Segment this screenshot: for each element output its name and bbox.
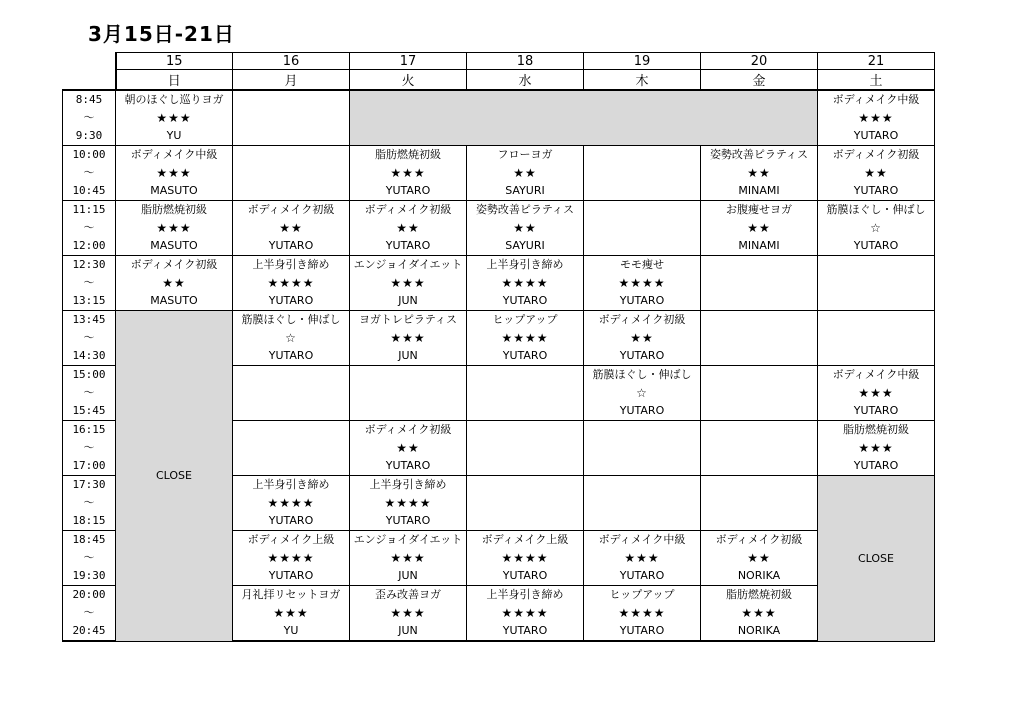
class-name: 脂肪燃焼初級 (843, 423, 909, 436)
day-weekday: 土 (818, 70, 935, 91)
difficulty-stars: ★★ (864, 166, 888, 180)
class-name: 月礼拝リセットヨガ (241, 588, 341, 601)
instructor-name: YUTARO (502, 569, 548, 582)
difficulty-stars: ★★★ (390, 606, 426, 620)
time-slot-cell (63, 146, 116, 201)
class-cell (467, 201, 584, 256)
time-sep: ～ (83, 166, 95, 179)
difficulty-stars: ★★★★ (267, 551, 315, 565)
empty-slot (701, 311, 818, 366)
instructor-name: JUN (398, 624, 418, 637)
difficulty-stars: ★★★★ (501, 331, 549, 345)
time-slot-row (63, 90, 935, 146)
time-slot-cell (63, 586, 116, 642)
difficulty-stars: ★★ (513, 166, 537, 180)
time-sep: ～ (83, 276, 95, 289)
difficulty-stars: ★★★ (390, 166, 426, 180)
class-name: ボディメイク初級 (715, 533, 803, 546)
class-name: 脂肪燃焼初級 (726, 588, 792, 601)
instructor-name: NORIKA (737, 569, 781, 582)
class-name: 筋膜ほぐし・伸ばし (826, 203, 926, 216)
time-sep: ～ (83, 551, 95, 564)
difficulty-stars: ★★★ (390, 331, 426, 345)
class-cell (350, 531, 467, 586)
time-end: 17:00 (72, 459, 106, 472)
time-end: 12:00 (72, 239, 106, 252)
difficulty-stars: ★★★ (858, 111, 894, 125)
instructor-name: YUTARO (385, 459, 431, 472)
class-name: モモ痩せ (620, 258, 664, 271)
time-sep: ～ (83, 221, 95, 234)
difficulty-stars: ★★★★ (267, 276, 315, 290)
class-name: 上半身引き締め (369, 478, 447, 491)
header-date-row (63, 53, 935, 70)
class-cell (584, 586, 701, 642)
empty-slot (701, 256, 818, 311)
class-cell (233, 586, 350, 642)
day-date: 18 (467, 53, 584, 70)
difficulty-stars: ★★ (630, 331, 654, 345)
class-cell (818, 201, 935, 256)
class-cell (818, 90, 935, 146)
instructor-name: MASUTO (150, 294, 198, 307)
day-weekday: 月 (233, 70, 350, 91)
class-name: ボディメイク初級 (598, 313, 686, 326)
difficulty-stars: ★★★ (156, 111, 192, 125)
instructor-name: YUTARO (385, 514, 431, 527)
instructor-name: NORIKA (737, 624, 781, 637)
time-slot-cell (63, 531, 116, 586)
class-cell (233, 256, 350, 311)
difficulty-stars: ★★ (747, 166, 771, 180)
class-cell (233, 476, 350, 531)
instructor-name: YUTARO (619, 569, 665, 582)
class-name: 上半身引き締め (486, 588, 564, 601)
time-end: 13:15 (72, 294, 106, 307)
closed-cell: CLOSE (818, 476, 935, 642)
time-slot-row (63, 201, 935, 256)
empty-slot (233, 366, 350, 421)
difficulty-stars: ★★ (279, 221, 303, 235)
difficulty-stars: ★★ (747, 551, 771, 565)
instructor-name: YUTARO (502, 294, 548, 307)
page-title: 3月15日-21日 (88, 22, 235, 46)
empty-slot (818, 256, 935, 311)
class-name: ヒップアップ (492, 313, 558, 326)
difficulty-stars: ★★★★ (501, 276, 549, 290)
class-cell (233, 531, 350, 586)
time-sep: ～ (83, 386, 95, 399)
time-slot-cell (63, 311, 116, 366)
header-spacer (63, 70, 116, 91)
time-sep: ～ (83, 606, 95, 619)
class-name: 姿勢改善ピラティス (475, 203, 575, 216)
class-cell (467, 586, 584, 642)
time-end: 10:45 (72, 184, 106, 197)
class-name: 脂肪燃焼初級 (141, 203, 207, 216)
instructor-name: JUN (398, 294, 418, 307)
class-cell (584, 531, 701, 586)
class-cell (584, 256, 701, 311)
instructor-name: YUTARO (268, 349, 314, 362)
closed-cell: CLOSE (116, 311, 233, 642)
class-name: エンジョイダイエット (353, 258, 463, 271)
time-start: 12:30 (72, 258, 106, 271)
empty-slot (467, 476, 584, 531)
class-cell (467, 531, 584, 586)
class-name: フローヨガ (497, 148, 553, 161)
instructor-name: SAYURI (505, 239, 545, 252)
difficulty-stars: ★★★ (624, 551, 660, 565)
empty-slot (233, 146, 350, 201)
class-cell (701, 201, 818, 256)
empty-slot (467, 421, 584, 476)
day-date: 21 (818, 53, 935, 70)
class-cell (467, 146, 584, 201)
instructor-name: JUN (398, 349, 418, 362)
time-sep: ～ (83, 111, 95, 124)
time-end: 14:30 (72, 349, 106, 362)
class-name: ヨガトレピラティス (358, 313, 458, 326)
difficulty-stars: ★★★★ (384, 496, 432, 510)
class-name: ボディメイク中級 (832, 368, 920, 381)
difficulty-stars: ★★ (747, 221, 771, 235)
class-cell (233, 201, 350, 256)
class-cell (350, 311, 467, 366)
time-slot-row (63, 256, 935, 311)
class-cell (116, 90, 233, 146)
day-weekday: 水 (467, 70, 584, 91)
class-cell (350, 476, 467, 531)
instructor-name: YUTARO (502, 349, 548, 362)
time-slot-cell (63, 90, 116, 146)
time-sep: ～ (83, 331, 95, 344)
class-name: ボディメイク初級 (130, 258, 218, 271)
time-start: 8:45 (75, 93, 103, 106)
class-cell (467, 256, 584, 311)
class-cell (584, 311, 701, 366)
instructor-name: YUTARO (853, 404, 899, 417)
difficulty-stars: ★★★ (390, 551, 426, 565)
instructor-name: YUTARO (268, 294, 314, 307)
empty-slot (584, 146, 701, 201)
class-cell (116, 201, 233, 256)
class-name: ボディメイク中級 (832, 93, 920, 106)
time-start: 10:00 (72, 148, 106, 161)
day-weekday: 火 (350, 70, 467, 91)
difficulty-stars: ★★★★ (618, 276, 666, 290)
class-cell (350, 256, 467, 311)
empty-slot (584, 421, 701, 476)
empty-slot (584, 476, 701, 531)
class-cell (818, 146, 935, 201)
day-date: 17 (350, 53, 467, 70)
day-date: 16 (233, 53, 350, 70)
class-cell (350, 146, 467, 201)
instructor-name: MASUTO (150, 184, 198, 197)
header-weekday-row (63, 70, 935, 91)
instructor-name: JUN (398, 569, 418, 582)
shaded-cell (350, 90, 818, 146)
instructor-name: YUTARO (853, 459, 899, 472)
instructor-name: MINAMI (738, 184, 780, 197)
difficulty-stars: ★★★ (741, 606, 777, 620)
class-name: ヒップアップ (609, 588, 675, 601)
time-end: 19:30 (72, 569, 106, 582)
time-slot-cell (63, 201, 116, 256)
time-start: 20:00 (72, 588, 106, 601)
instructor-name: SAYURI (505, 184, 545, 197)
instructor-name: YU (166, 129, 182, 142)
empty-slot (818, 311, 935, 366)
class-name: ボディメイク初級 (364, 423, 452, 436)
class-cell (701, 586, 818, 642)
instructor-name: YUTARO (853, 239, 899, 252)
instructor-name: YUTARO (619, 404, 665, 417)
class-cell (818, 421, 935, 476)
difficulty-stars: ★★★ (273, 606, 309, 620)
instructor-name: YUTARO (385, 184, 431, 197)
difficulty-stars: ★★★★ (501, 551, 549, 565)
empty-slot (584, 201, 701, 256)
instructor-name: MINAMI (738, 239, 780, 252)
difficulty-stars: ★★★ (858, 386, 894, 400)
time-slot-cell (63, 476, 116, 531)
class-cell (350, 421, 467, 476)
instructor-name: YUTARO (853, 184, 899, 197)
day-date: 15 (116, 53, 233, 70)
difficulty-stars: ★★★ (858, 441, 894, 455)
class-cell (233, 311, 350, 366)
class-name: ボディメイク初級 (364, 203, 452, 216)
time-end: 18:15 (72, 514, 106, 527)
time-sep: ～ (83, 441, 95, 454)
class-cell (467, 311, 584, 366)
class-cell (701, 531, 818, 586)
empty-slot (233, 90, 350, 146)
time-slot-cell (63, 421, 116, 476)
time-end: 9:30 (75, 129, 103, 142)
class-cell (350, 586, 467, 642)
time-slot-row (63, 311, 935, 366)
difficulty-stars: ☆ (870, 221, 882, 235)
difficulty-stars: ★★★★ (501, 606, 549, 620)
difficulty-stars: ★★★ (156, 221, 192, 235)
time-start: 17:30 (72, 478, 106, 491)
difficulty-stars: ★★ (396, 221, 420, 235)
time-start: 13:45 (72, 313, 106, 326)
day-date: 20 (701, 53, 818, 70)
day-weekday: 金 (701, 70, 818, 91)
empty-slot (701, 366, 818, 421)
empty-slot (701, 476, 818, 531)
time-slot-cell (63, 366, 116, 421)
class-name: ボディメイク中級 (130, 148, 218, 161)
class-name: 上半身引き締め (252, 258, 330, 271)
day-date: 19 (584, 53, 701, 70)
day-weekday: 日 (116, 70, 233, 91)
difficulty-stars: ★★★★ (618, 606, 666, 620)
class-name: ボディメイク上級 (247, 533, 335, 546)
class-cell (116, 146, 233, 201)
class-cell (350, 201, 467, 256)
time-sep: ～ (83, 496, 95, 509)
class-name: 上半身引き締め (252, 478, 330, 491)
time-slot-cell (63, 256, 116, 311)
difficulty-stars: ★★★ (390, 276, 426, 290)
class-name: エンジョイダイエット (353, 533, 463, 546)
schedule-table (62, 52, 935, 642)
instructor-name: YUTARO (268, 569, 314, 582)
time-end: 15:45 (72, 404, 106, 417)
class-name: お腹痩せヨガ (726, 203, 792, 216)
class-name: 上半身引き締め (486, 258, 564, 271)
time-start: 16:15 (72, 423, 106, 436)
difficulty-stars: ★★★ (156, 166, 192, 180)
difficulty-stars: ★★ (162, 276, 186, 290)
class-name: 筋膜ほぐし・伸ばし (592, 368, 692, 381)
class-name: ボディメイク上級 (481, 533, 569, 546)
class-name: 脂肪燃焼初級 (375, 148, 441, 161)
time-end: 20:45 (72, 624, 106, 637)
time-start: 11:15 (72, 203, 106, 216)
time-start: 15:00 (72, 368, 106, 381)
instructor-name: YU (283, 624, 299, 637)
instructor-name: MASUTO (150, 239, 198, 252)
empty-slot (233, 421, 350, 476)
instructor-name: YUTARO (268, 514, 314, 527)
instructor-name: YUTARO (619, 349, 665, 362)
difficulty-stars: ★★ (513, 221, 537, 235)
instructor-name: YUTARO (853, 129, 899, 142)
class-cell (701, 146, 818, 201)
class-name: 姿勢改善ピラティス (709, 148, 809, 161)
class-name: ボディメイク初級 (832, 148, 920, 161)
day-weekday: 木 (584, 70, 701, 91)
instructor-name: YUTARO (268, 239, 314, 252)
class-cell (584, 366, 701, 421)
difficulty-stars: ☆ (636, 386, 648, 400)
difficulty-stars: ★★★★ (267, 496, 315, 510)
class-name: 朝のほぐし巡りヨガ (124, 93, 224, 106)
class-name: 歪み改善ヨガ (375, 588, 441, 601)
instructor-name: YUTARO (502, 624, 548, 637)
instructor-name: YUTARO (619, 294, 665, 307)
class-name: ボディメイク中級 (598, 533, 686, 546)
class-name: ボディメイク初級 (247, 203, 335, 216)
difficulty-stars: ☆ (285, 331, 297, 345)
class-name: 筋膜ほぐし・伸ばし (241, 313, 341, 326)
class-cell (818, 366, 935, 421)
header-spacer (63, 53, 116, 70)
empty-slot (467, 366, 584, 421)
time-slot-row (63, 146, 935, 201)
instructor-name: YUTARO (385, 239, 431, 252)
difficulty-stars: ★★ (396, 441, 420, 455)
instructor-name: YUTARO (619, 624, 665, 637)
class-cell (116, 256, 233, 311)
empty-slot (350, 366, 467, 421)
time-start: 18:45 (72, 533, 106, 546)
empty-slot (701, 421, 818, 476)
